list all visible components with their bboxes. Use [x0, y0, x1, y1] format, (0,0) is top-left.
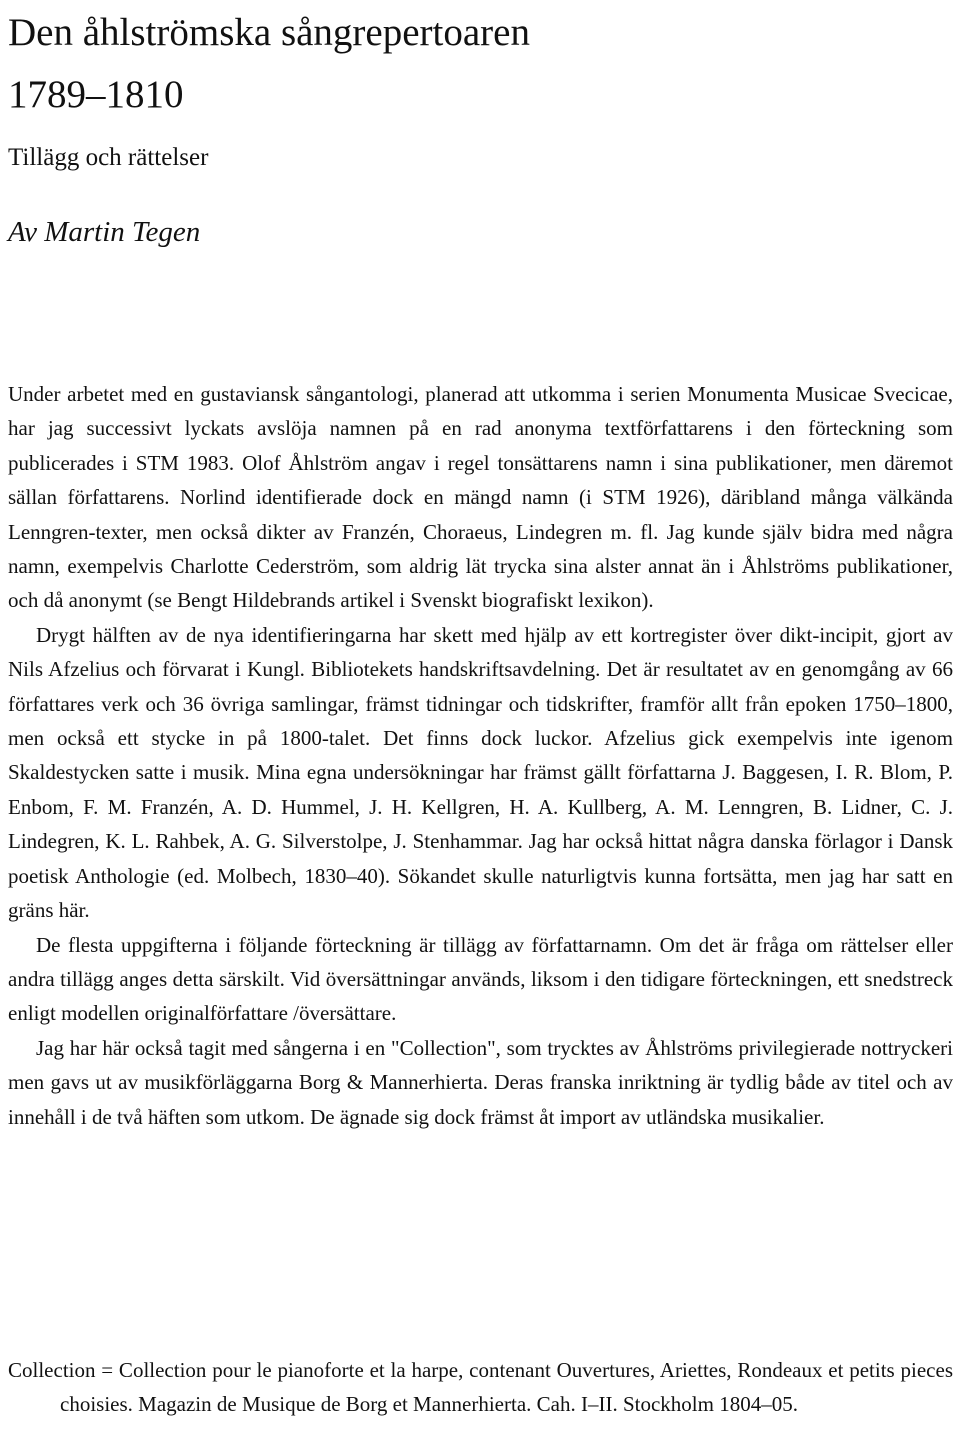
article-body — [8, 377, 953, 1134]
body-paragraph-4: Jag har här också tagit med sångerna i en "Collection", som trycktes av Åhlströms privilegierade nottryckeri men gavs ut av musikförläggarna Borg & Mannerhierta. Deras franska inriktning är tydlig både av titel och av innehåll i de två häften som utkom. De ägnade sig dock främst åt import av utländska musikalier. — [8, 1035, 953, 1129]
article-title — [8, 2, 530, 126]
article-subtitle: Tillägg och rättelser — [8, 144, 209, 171]
collection-abbreviation-note: Collection = Collection pour le pianoforte et la harpe, contenant Ouvertures, Ariettes, Rondeaux et petits pieces choisies. Magazin de Musique de Borg et Mannerhierta. Cah. I–II. Stockholm 1804–05. — [8, 1358, 953, 1417]
body-paragraph-3: De flesta uppgifterna i följande förteckning är tillägg av författarnamn. Om det är fråga om rättelser eller andra tillägg anges detta särskilt. Vid översättningar används, liksom i den tidigare förteckningen, ett snedstreck enligt modellen originalförfattare /översättare. — [8, 932, 953, 1026]
article-title-line-2: 1789–1810 — [8, 73, 184, 116]
article-author: Av Martin Tegen — [8, 216, 201, 248]
body-paragraph-1: Under arbetet med en gustaviansk sångantologi, planerad att utkomma i serien Monumenta Musicae Svecicae, har jag successivt lyckats avslöja namnen på en rad anonyma textförfattarens i den förteckning som publicerades i STM 1983. Olof Åhlström angav i regel tonsättarens namn i sina publikationer, men däremot sällan författarens. Norlind identifierade dock en mängd namn (i STM 1926), däribland många välkända Lenngren-texter, men också dikter av Franzén, Choraeus, Lindegren m. fl. Jag kunde själv bidra med några namn, exempelvis Charlotte Cederström, som aldrig lät trycka sina alster annat än i Åhlströms publikationer, och då anonymt (se Bengt Hildebrands artikel i Svenskt biografiskt lexikon). — [8, 382, 953, 613]
article-title-line-1: Den åhlströmska sångrepertoaren — [8, 11, 530, 54]
body-paragraph-2: Drygt hälften av de nya identifieringarna har skett med hjälp av ett kortregister över dikt-incipit, gjort av Nils Afzelius och förvarat i Kungl. Bibliotekets handskriftsavdelning. Det är resultatet av en genomgång av 66 författares verk och 36 övriga samlingar, främst tidningar och tidskrifter, framför allt från epoken 1750–1800, men också ett stycke in på 1800-talet. Det finns dock luckor. Afzelius gick exempelvis inte igenom Skaldestycken satte i musik. Mina egna undersökningar har främst gällt författarna J. Baggesen, I. R. Blom, P. Enbom, F. M. Franzén, A. D. Hummel, J. H. Kellgren, H. A. Kullberg, A. M. Lenngren, B. Lidner, C. J. Lindegren, K. L. Rahbek, A. G. Silverstolpe, J. Stenhammar. Jag har också hittat några danska förlagor i Dansk poetisk Anthologie (ed. Molbech, 1830–40). Sökandet skulle naturligtvis kunna fortsätta, men jag har satt en gräns här. — [8, 622, 953, 923]
